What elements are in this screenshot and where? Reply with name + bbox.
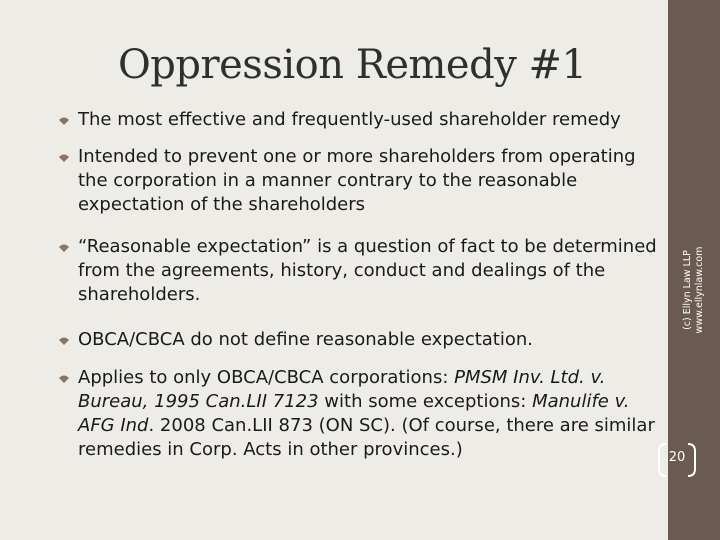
bullet-item (58, 108, 658, 132)
bullet-text-segment: . 2008 Can.LII 873 (ON SC). (Of course, there are similar remedies in Corp. Acts in other provinces.) (78, 415, 655, 460)
website-line: www.ellynlaw.com (694, 246, 705, 334)
bullet-item (58, 366, 658, 462)
page-number-badge (654, 440, 700, 480)
bullet-icon (58, 151, 70, 163)
bullet-text: OBCA/CBCA do not define reasonable expectation. (78, 329, 534, 350)
bullet-icon (58, 114, 70, 126)
bullet-text: Intended to prevent one or more shareholders from operating the corporation in a manner contrary to the reasonable expectation of the shareholders (78, 146, 636, 215)
bullet-text-segment: Applies to only OBCA/CBCA corporations: (78, 367, 455, 388)
bullet-item (58, 328, 658, 352)
bullet-icon (58, 334, 70, 346)
copyright-line: (c) Ellyn Law LLP (682, 250, 693, 330)
bullet-item (58, 235, 658, 307)
copyright-credit (682, 247, 706, 334)
slide-title: Oppression Remedy #1 (118, 42, 587, 88)
bullet-text-segment: with some exceptions: (318, 391, 533, 412)
bullet-item (58, 145, 658, 217)
page-number: 20 (668, 450, 686, 465)
bullet-icon (58, 241, 70, 253)
bullet-text: The most effective and frequently-used shareholder remedy (78, 109, 621, 130)
case-citation: Manulife v. AFG Ind (78, 391, 630, 436)
case-citation: PMSM Inv. Ltd. v. Bureau, 1995 Can.LII 7123 (78, 367, 606, 412)
bullet-icon (58, 372, 70, 384)
bullet-text: “Reasonable expectation” is a question of fact to be determined from the agreements, history, conduct and dealings of the shareholders. (78, 236, 657, 305)
bullet-list (58, 108, 658, 475)
